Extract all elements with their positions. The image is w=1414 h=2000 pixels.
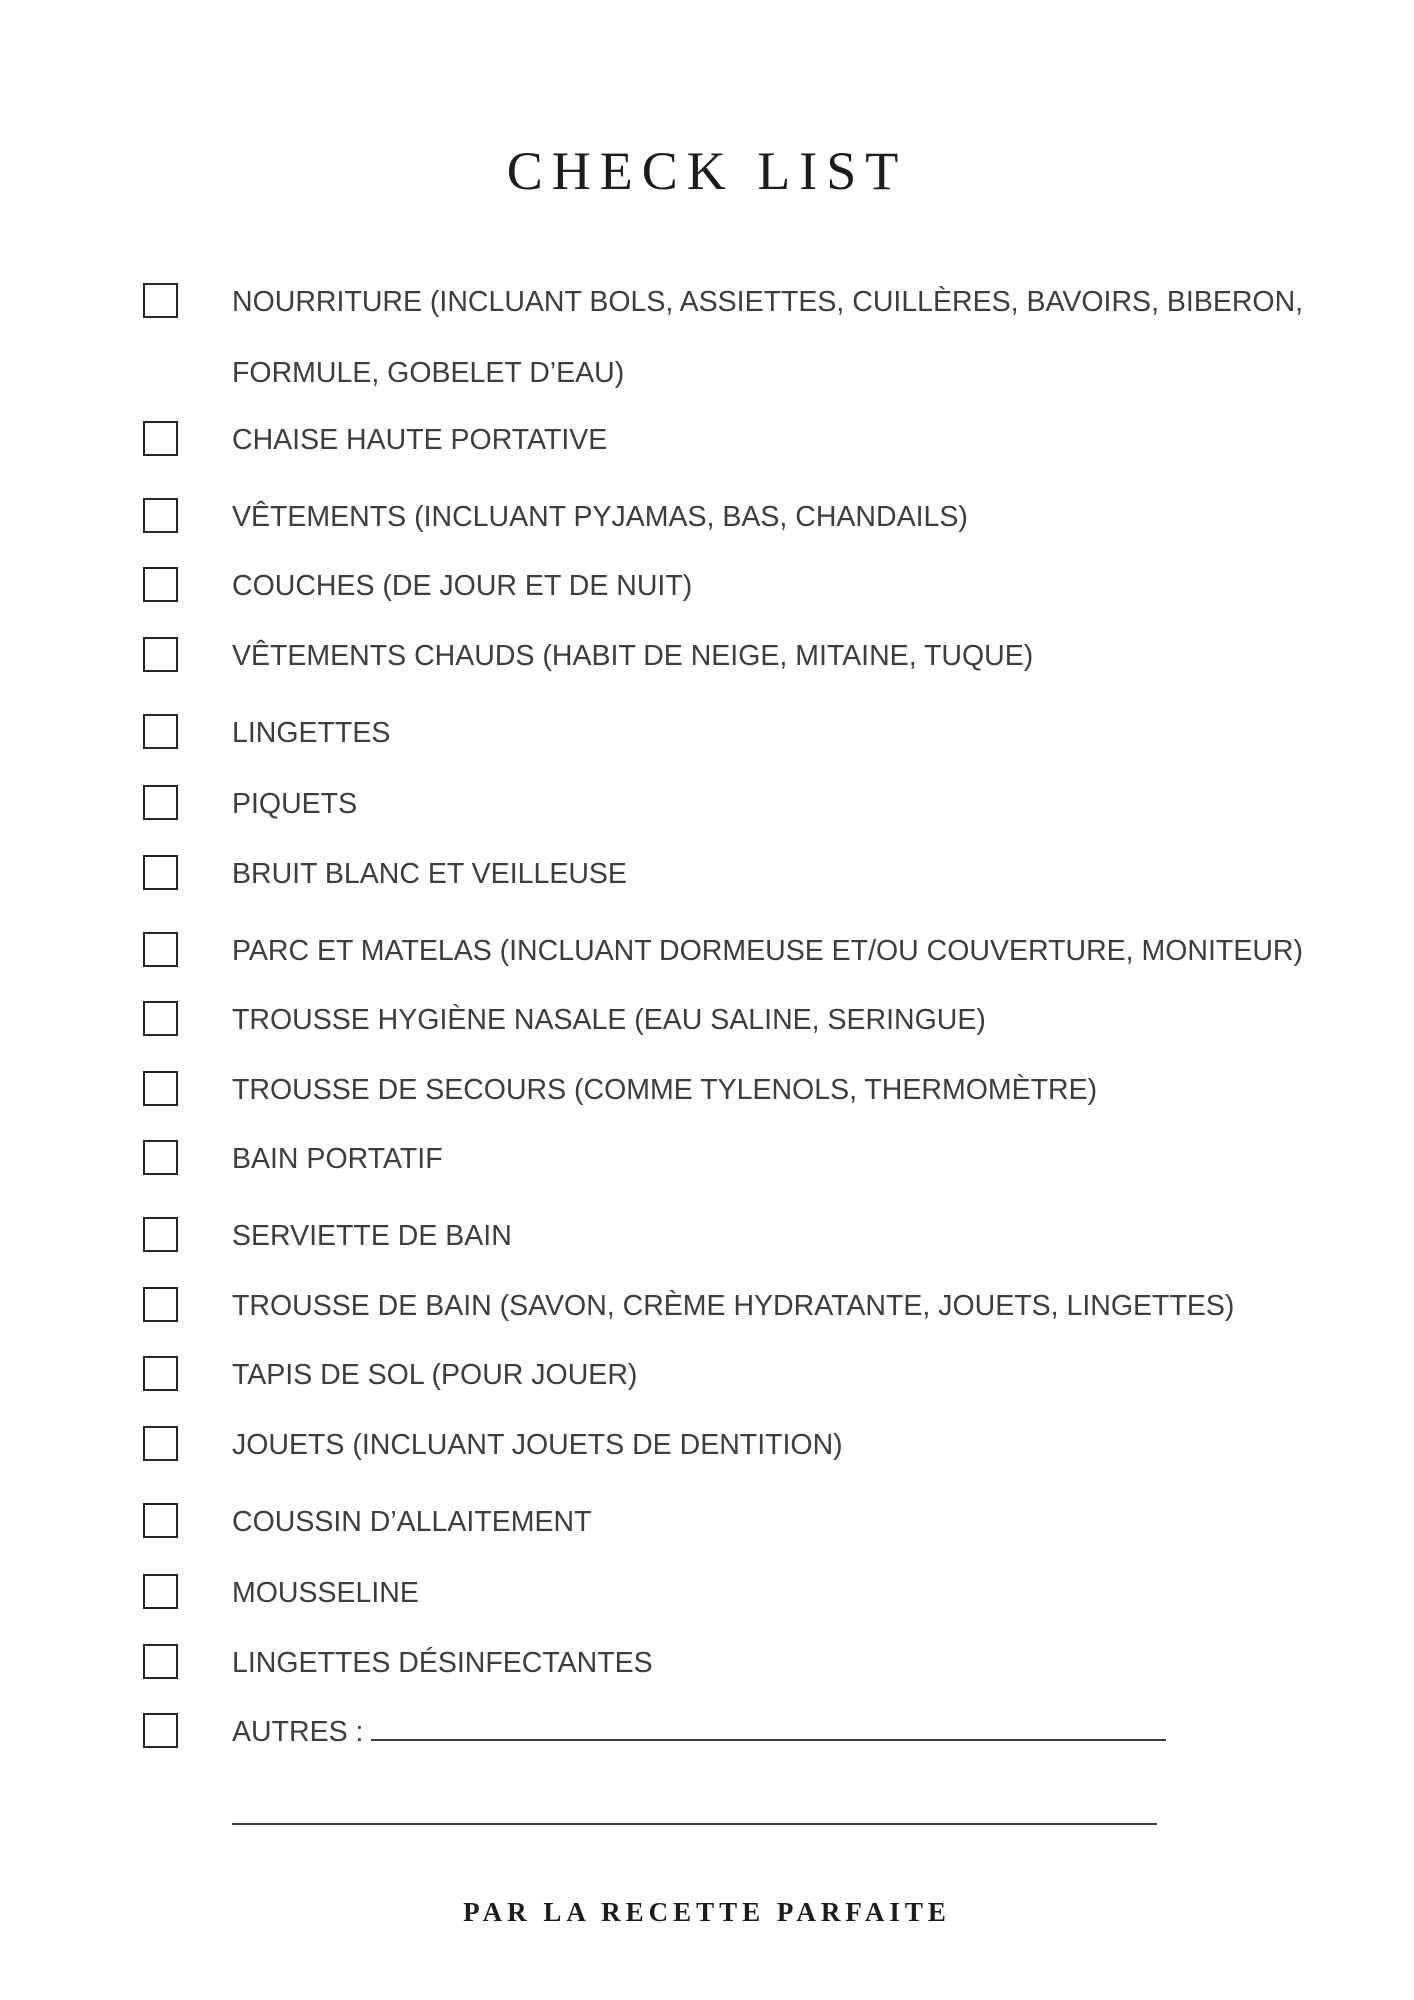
list-item (0, 283, 1414, 389)
item-label: PARC ET MATELAS (INCLUANT DORMEUSE ET/OU COUVERTURE, MONITEUR) (232, 935, 1303, 967)
list-item (0, 1356, 1414, 1412)
item-label: MOUSSELINE (232, 1577, 419, 1609)
list-item (0, 421, 1414, 477)
checkbox[interactable] (143, 1356, 178, 1391)
item-label (232, 1715, 1166, 1749)
checkbox[interactable] (143, 567, 178, 602)
autres-label: AUTRES : (232, 1716, 364, 1748)
checkbox[interactable] (143, 1426, 178, 1461)
item-label: BAIN PORTATIF (232, 1143, 443, 1175)
item-label: COUCHES (DE JOUR ET DE NUIT) (232, 570, 693, 602)
item-label: NOURRITURE (INCLUANT BOLS, ASSIETTES, CUILLÈRES, BAVOIRS, BIBERON, (232, 286, 1304, 318)
item-label: PIQUETS (232, 788, 358, 820)
checkbox[interactable] (143, 1644, 178, 1679)
list-item (0, 1287, 1414, 1343)
list-item (0, 785, 1414, 841)
item-label: VÊTEMENTS (INCLUANT PYJAMAS, BAS, CHANDAILS) (232, 501, 968, 533)
fill-in-line-extra[interactable] (232, 1823, 1157, 1825)
page-title: CHECK LIST (506, 141, 908, 201)
checkbox[interactable] (143, 785, 178, 820)
checkbox[interactable] (143, 1574, 178, 1609)
checkbox[interactable] (143, 1287, 178, 1322)
list-item (0, 637, 1414, 693)
list-item (0, 1426, 1414, 1482)
item-label: BRUIT BLANC ET VEILLEUSE (232, 858, 627, 890)
list-item (0, 1713, 1414, 1769)
item-label: VÊTEMENTS CHAUDS (HABIT DE NEIGE, MITAINE, TUQUE) (232, 640, 1034, 672)
list-item (0, 1574, 1414, 1630)
checkbox[interactable] (143, 637, 178, 672)
checkbox[interactable] (143, 283, 178, 318)
list-item (0, 1503, 1414, 1559)
item-label: LINGETTES (232, 717, 391, 749)
item-label: TROUSSE DE SECOURS (COMME TYLENOLS, THERMOMÈTRE) (232, 1074, 1098, 1106)
checkbox[interactable] (143, 1071, 178, 1106)
checkbox[interactable] (143, 1713, 178, 1748)
checkbox[interactable] (143, 1001, 178, 1036)
list-item (0, 1071, 1414, 1127)
item-label: JOUETS (INCLUANT JOUETS DE DENTITION) (232, 1429, 843, 1461)
list-item (0, 1001, 1414, 1057)
item-label: LINGETTES DÉSINFECTANTES (232, 1647, 653, 1679)
list-item (0, 1644, 1414, 1700)
checkbox[interactable] (143, 714, 178, 749)
checkbox[interactable] (143, 1503, 178, 1538)
list-item (0, 714, 1414, 770)
list-item (0, 932, 1414, 988)
item-label: TROUSSE HYGIÈNE NASALE (EAU SALINE, SERINGUE) (232, 1004, 986, 1036)
item-label: TAPIS DE SOL (POUR JOUER) (232, 1359, 638, 1391)
list-item (0, 567, 1414, 623)
checkbox[interactable] (143, 1140, 178, 1175)
checkbox[interactable] (143, 932, 178, 967)
list-item (0, 498, 1414, 554)
item-label-continued: FORMULE, GOBELET D’EAU) (232, 357, 625, 389)
list-item (0, 1140, 1414, 1196)
footer-credit: PAR LA RECETTE PARFAITE (463, 1897, 951, 1927)
checkbox[interactable] (143, 855, 178, 890)
item-label: COUSSIN D’ALLAITEMENT (232, 1506, 592, 1538)
item-label: CHAISE HAUTE PORTATIVE (232, 424, 608, 456)
item-label: SERVIETTE DE BAIN (232, 1220, 512, 1252)
checkbox[interactable] (143, 1217, 178, 1252)
list-item (0, 1217, 1414, 1273)
fill-in-line[interactable] (371, 1737, 1166, 1741)
checkbox[interactable] (143, 421, 178, 456)
checkbox[interactable] (143, 498, 178, 533)
list-item (0, 855, 1414, 911)
item-label: TROUSSE DE BAIN (SAVON, CRÈME HYDRATANTE, JOUETS, LINGETTES) (232, 1290, 1235, 1322)
